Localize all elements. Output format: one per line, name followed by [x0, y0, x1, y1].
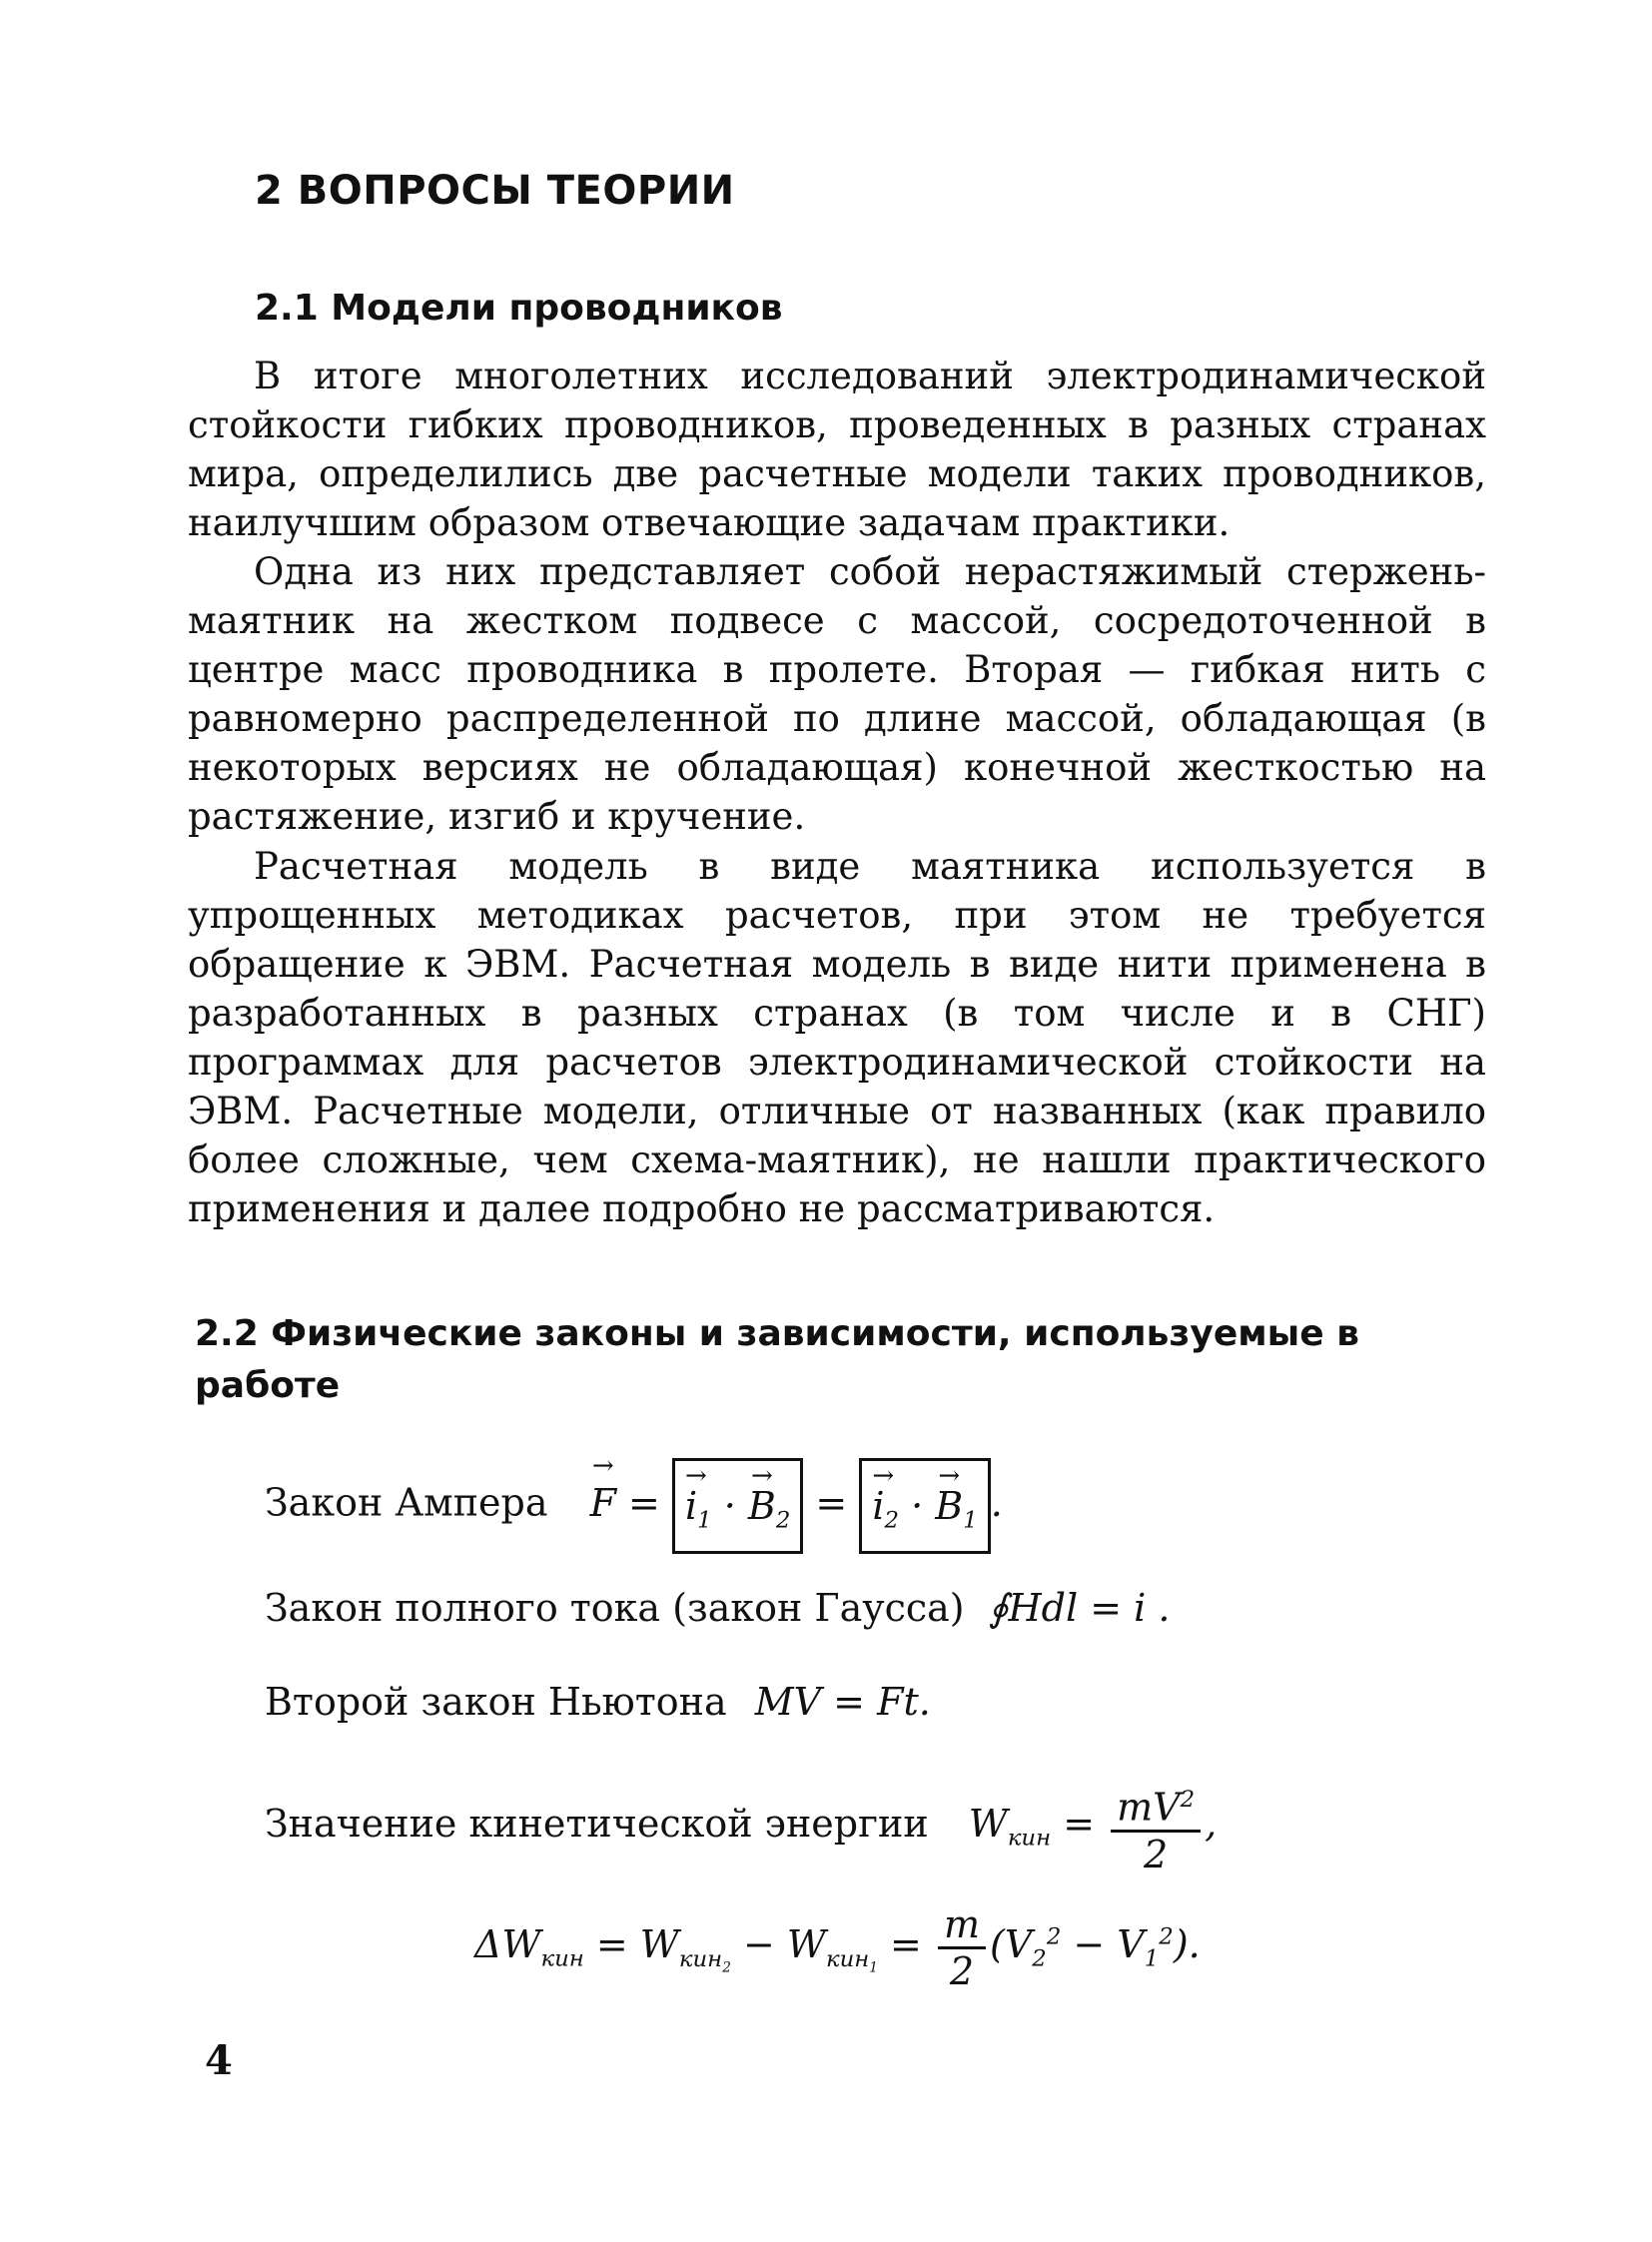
- formula-newton: [265, 1680, 931, 1724]
- formula-label: Второй закон Ньютона: [265, 1680, 727, 1724]
- formula-ampere-expression: → F = → $i_1$ · → $B_2$ = → $i_2$ · → $B_1$ .: [590, 1481, 1003, 1525]
- paragraph-text: В итоге многолетних исследований электродинамической стойкости гибких проводников, проведенных в разных странах мира, определились две расчетные модели таких проводников, наилучшим образом отвечающие задачам практики.: [188, 355, 1486, 544]
- chapter-title: 2 ВОПРОСЫ ТЕОРИИ: [255, 168, 735, 214]
- formula-kinetic-expression: $W_{кин}$ = $\frac{mV^2}{2}$ ,: [969, 1802, 1217, 1846]
- formula-newton-expression: MV = Ft.: [754, 1680, 931, 1724]
- formula-kinetic: [265, 1778, 1217, 1876]
- page-number: 4: [205, 2037, 233, 2084]
- section-title: 2.1 Модели проводников: [255, 288, 783, 329]
- paragraph: [188, 842, 1486, 1233]
- paragraph: [188, 547, 1486, 841]
- formula-delta-kinetic-expression: $\Delta W_{кин} = W_{кин_2} - W_{кин_1}$ = $\frac{m}{2}$ $(V_2^2 - V_1^2)$.: [474, 1902, 1201, 1993]
- paragraph-text: Одна из них представляет собой нерастяжимый стержень-маятник на жестком подвесе с массой, сосредоточенной в центре масс проводника в пролете. Вторая — гибкая нить с равномерно распределенной по длине массой, обладающая (в некоторых версиях не обладающая) конечной жесткостью на растяжение, изгиб и кручение.: [188, 550, 1486, 838]
- paragraph: [188, 352, 1486, 547]
- paragraph-text: Расчетная модель в виде маятника используется в упрощенных методиках расчетов, при этом не требуется обращение к ЭВМ. Расчетная модель в виде нити применена в разработанных в разных странах (в том числе и в СНГ) программах для расчетов электродинамической стойкости на ЭВМ. Расчетные модели, отличные от названных (как правило более сложные, чем схема-маятник), не нашли практического применения и далее подробно не рассматриваются.: [188, 845, 1486, 1230]
- formula-label: Закон Ампера: [265, 1480, 548, 1525]
- formula-ampere: [265, 1458, 1003, 1554]
- formula-delta-kinetic: [474, 1902, 1201, 1993]
- section-title: 2.2 Физические законы и зависимости, используемые в работе: [195, 1313, 1359, 1406]
- formula-gauss-expression: ∮Hdl = i .: [988, 1586, 1171, 1630]
- formula-label: Закон полного тока (закон Гаусса): [265, 1586, 965, 1630]
- formula-label: Значение кинетической энергии: [265, 1801, 929, 1846]
- formula-gauss: [265, 1586, 1170, 1630]
